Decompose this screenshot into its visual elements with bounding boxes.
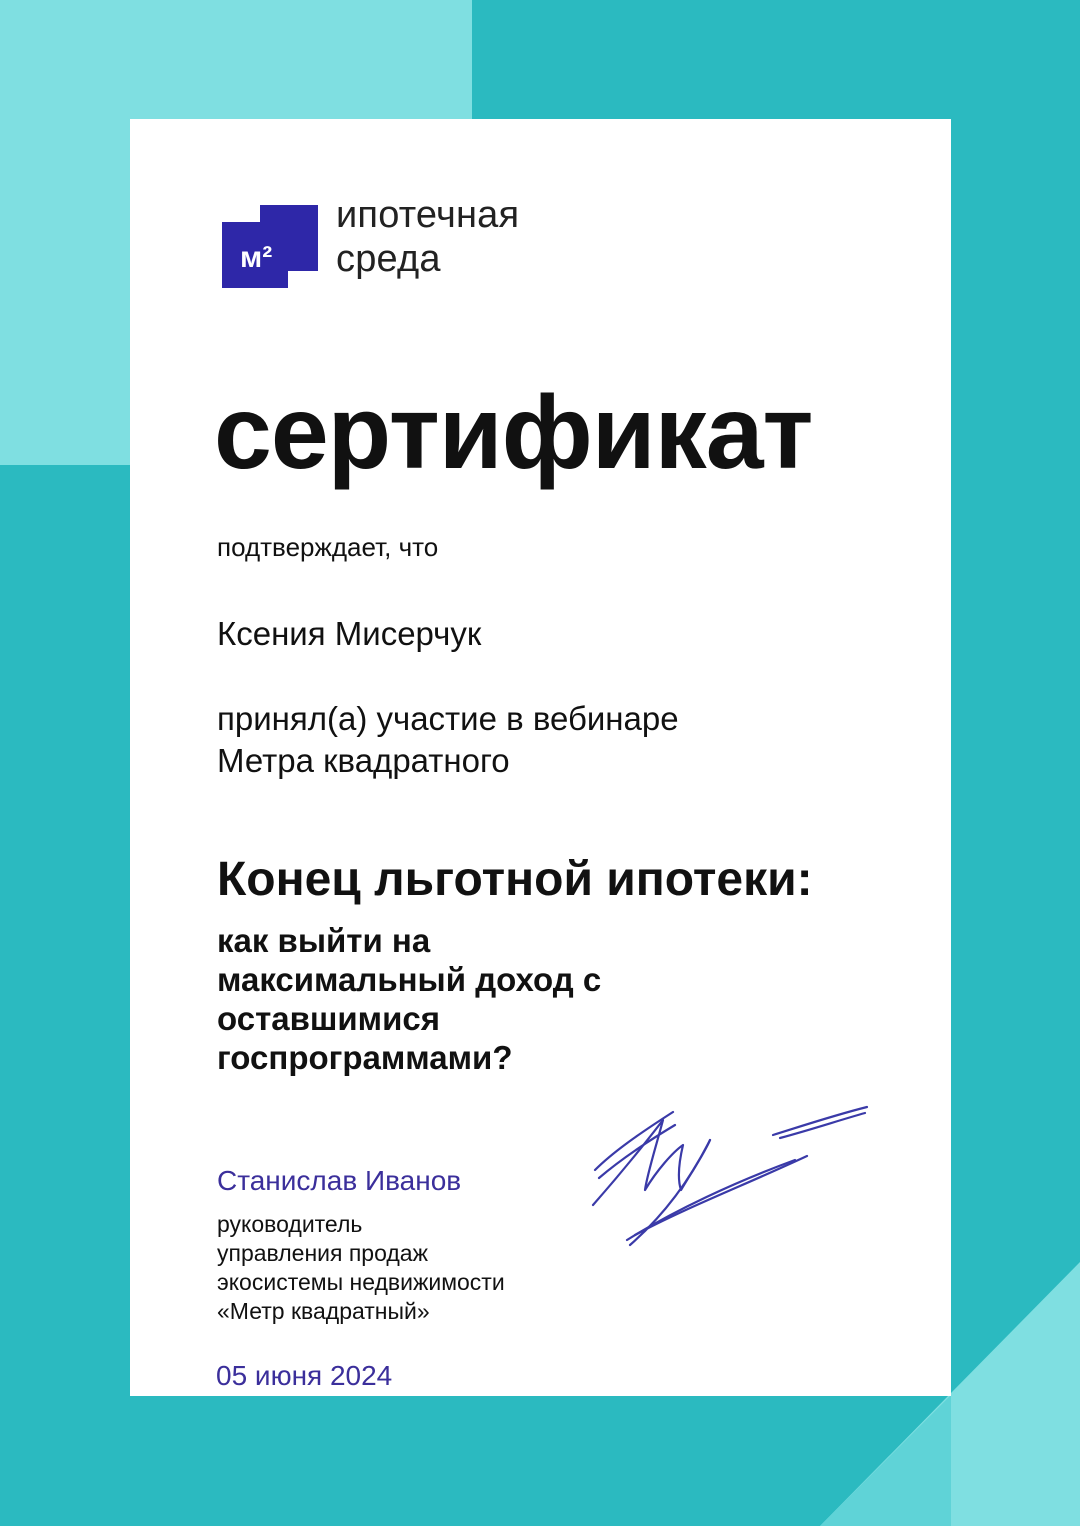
participation-text: [217, 698, 679, 782]
brand-name: [336, 193, 519, 281]
signer-role-line: управления продаж: [217, 1240, 428, 1266]
participation-line2: Метра квадратного: [217, 742, 510, 779]
webinar-subtitle-line: максимальный доход с: [217, 961, 602, 998]
signer-name: Станислав Иванов: [217, 1165, 462, 1196]
webinar-title: Конец льготной ипотеки:: [217, 853, 813, 906]
webinar-subtitle-line: оставшимися: [217, 1000, 440, 1037]
participation-line1: принял(а) участие в вебинаре: [217, 700, 679, 737]
signer-role: [217, 1210, 505, 1326]
brand-name-line2: среда: [336, 238, 441, 280]
issue-date: 05 июня 2024: [216, 1360, 393, 1391]
webinar-subtitle-line: как выйти на: [217, 922, 431, 959]
signer-role-line: «Метр квадратный»: [217, 1298, 430, 1324]
signer-role-line: экосистемы недвижимости: [217, 1269, 505, 1295]
certificate-title: сертификат: [214, 375, 813, 491]
recipient-name: Ксения Мисерчук: [217, 615, 482, 652]
brand-logo: [222, 205, 318, 288]
signer-role-line: руководитель: [217, 1211, 363, 1237]
confirm-text: подтверждает, что: [217, 532, 439, 562]
webinar-subtitle: [217, 921, 697, 1077]
logo-mark-text: м²: [240, 241, 273, 274]
webinar-subtitle-line: госпрограммами?: [217, 1039, 513, 1076]
handwritten-signature: [585, 1090, 875, 1255]
brand-name-line1: ипотечная: [336, 194, 520, 236]
